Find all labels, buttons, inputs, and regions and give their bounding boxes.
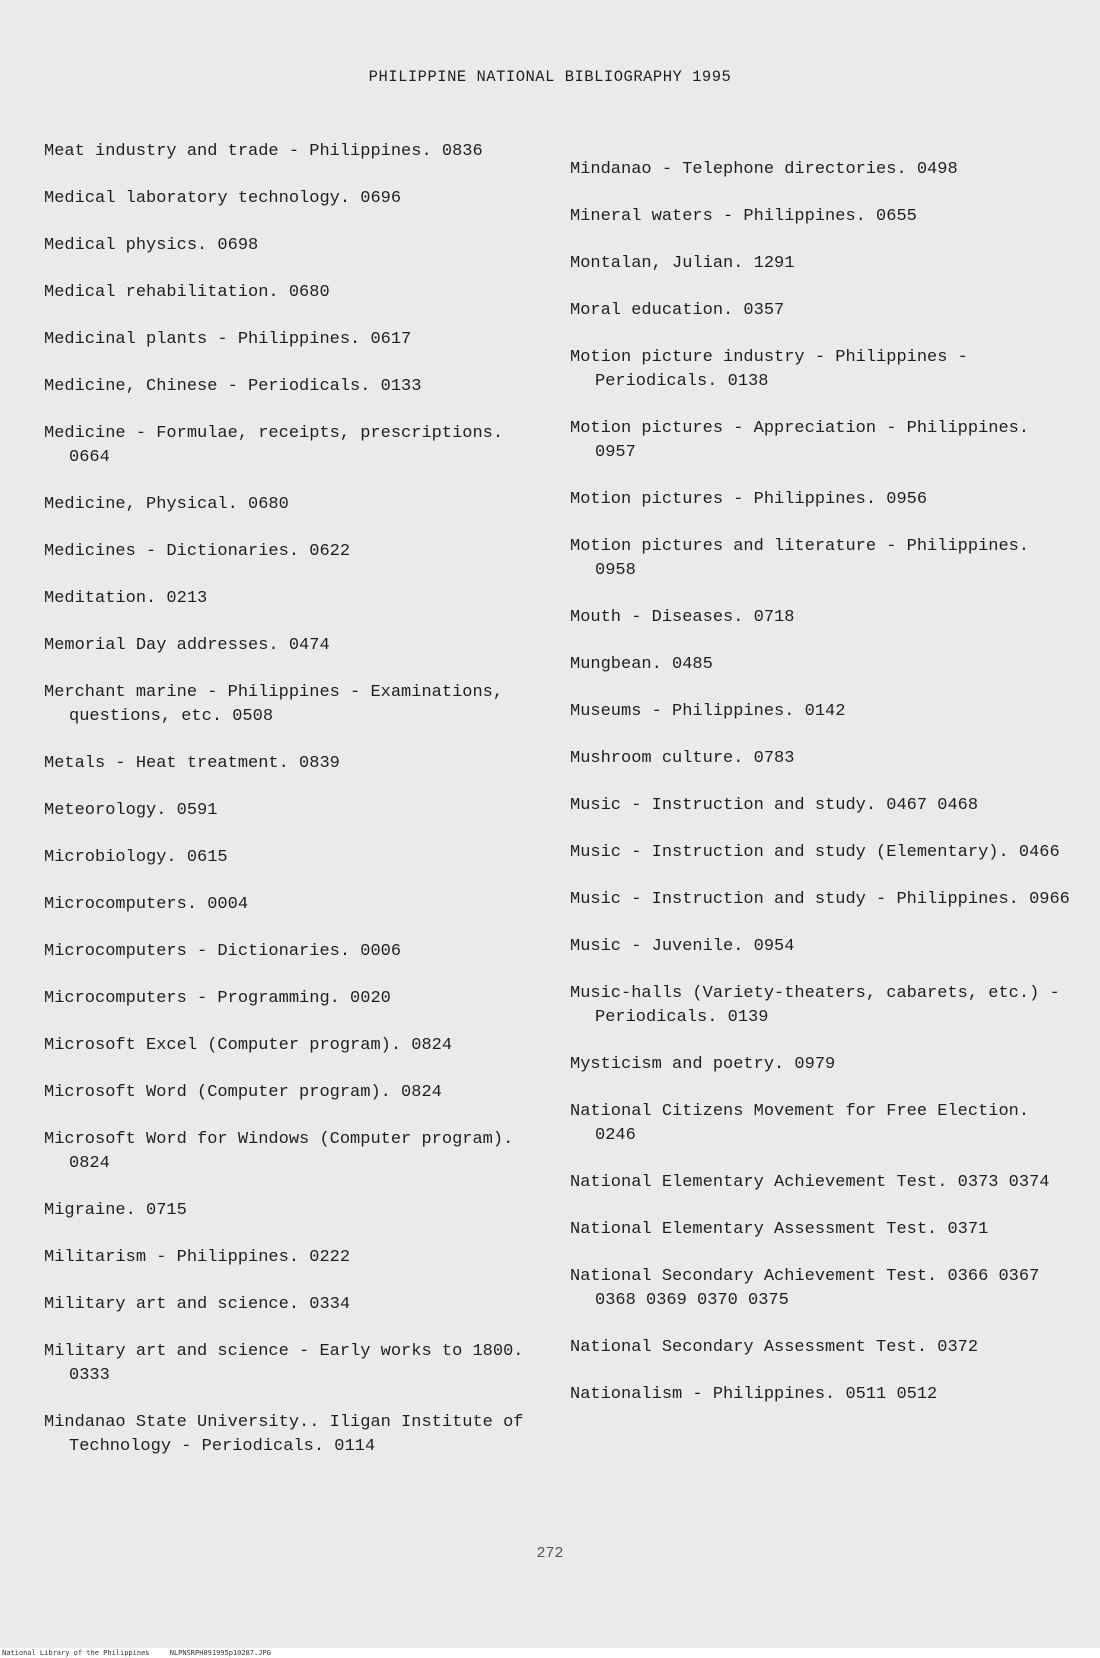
index-entry: Music - Juvenile. 0954 xyxy=(570,937,795,956)
index-entry: Meditation. 0213 xyxy=(44,589,208,608)
index-entry: National Secondary Achievement Test. 0366 0367 0368 0369 0370 0375 xyxy=(570,1267,1040,1310)
index-entry: Medicine, Chinese - Periodicals. 0133 xyxy=(44,377,422,396)
index-entry: Medicines - Dictionaries. 0622 xyxy=(44,542,351,561)
index-entry: Mineral waters - Philippines. 0655 xyxy=(570,207,917,226)
index-entry: Migraine. 0715 xyxy=(44,1201,187,1220)
index-entry: National Elementary Achievement Test. 0373 0374 xyxy=(570,1173,1050,1192)
page-number: 272 xyxy=(536,1545,564,1562)
index-entry: Music - Instruction and study. 0467 0468 xyxy=(570,796,979,815)
index-entry: Medicinal plants - Philippines. 0617 xyxy=(44,330,412,349)
index-entry: Music - Instruction and study (Elementary). 0466 xyxy=(570,843,1060,862)
index-entry: Mouth - Diseases. 0718 xyxy=(570,608,795,627)
index-entry: Medical physics. 0698 xyxy=(44,236,259,255)
index-entry: Motion pictures - Appreciation - Philippines. 0957 xyxy=(570,419,1030,462)
index-entry: Mungbean. 0485 xyxy=(570,655,713,674)
index-entry: Medical rehabilitation. 0680 xyxy=(44,283,330,302)
index-entry: Moral education. 0357 xyxy=(570,301,785,320)
index-entry: Microsoft Excel (Computer program). 0824 xyxy=(44,1036,453,1055)
index-entry: Microcomputers - Programming. 0020 xyxy=(44,989,391,1008)
index-entry: Meteorology. 0591 xyxy=(44,801,218,820)
index-entry: Microsoft Word (Computer program). 0824 xyxy=(44,1083,442,1102)
index-entry: Military art and science. 0334 xyxy=(44,1295,351,1314)
index-entry: Montalan, Julian. 1291 xyxy=(570,254,795,273)
index-entry: Mushroom culture. 0783 xyxy=(570,749,795,768)
index-entry: Motion picture industry - Philippines - Periodicals. 0138 xyxy=(570,348,968,391)
index-entry: National Elementary Assessment Test. 0371 xyxy=(570,1220,989,1239)
index-entry: National Secondary Assessment Test. 0372 xyxy=(570,1338,979,1357)
index-entry: Microbiology. 0615 xyxy=(44,848,228,867)
right-column xyxy=(570,158,1070,1430)
index-entry: Music - Instruction and study - Philippines. 0966 xyxy=(570,890,1070,909)
index-entry: Merchant marine - Philippines - Examinations, questions, etc. 0508 xyxy=(44,683,504,726)
footer-filename: NLPNSRPH091995p10287.JPG xyxy=(169,1649,271,1657)
left-column xyxy=(44,140,544,1482)
index-entry: Military art and science - Early works to 1800. 0333 xyxy=(44,1342,524,1385)
index-entry: Metals - Heat treatment. 0839 xyxy=(44,754,340,773)
index-entry: Mysticism and poetry. 0979 xyxy=(570,1055,836,1074)
page-title: PHILIPPINE NATIONAL BIBLIOGRAPHY 1995 xyxy=(368,68,732,86)
scan-footer xyxy=(0,1648,1100,1658)
index-entry: Memorial Day addresses. 0474 xyxy=(44,636,330,655)
index-entry: Medical laboratory technology. 0696 xyxy=(44,189,402,208)
index-entry: Nationalism - Philippines. 0511 0512 xyxy=(570,1385,938,1404)
index-entry: Medicine - Formulae, receipts, prescriptions. 0664 xyxy=(44,424,504,467)
index-entry: Microcomputers - Dictionaries. 0006 xyxy=(44,942,402,961)
index-entry: Motion pictures - Philippines. 0956 xyxy=(570,490,928,509)
index-entry: Mindanao State University.. Iligan Institute of Technology - Periodicals. 0114 xyxy=(44,1413,524,1456)
index-entry: Motion pictures and literature - Philippines. 0958 xyxy=(570,537,1030,580)
index-entry: Meat industry and trade - Philippines. 0836 xyxy=(44,142,483,161)
index-entry: Mindanao - Telephone directories. 0498 xyxy=(570,160,958,179)
index-entry: Medicine, Physical. 0680 xyxy=(44,495,289,514)
index-entry: Microsoft Word for Windows (Computer program). 0824 xyxy=(44,1130,514,1173)
index-entry: National Citizens Movement for Free Election. 0246 xyxy=(570,1102,1030,1145)
index-entry: Microcomputers. 0004 xyxy=(44,895,249,914)
index-entry: Museums - Philippines. 0142 xyxy=(570,702,846,721)
index-entry: Music-halls (Variety-theaters, cabarets, etc.) - Periodicals. 0139 xyxy=(570,984,1060,1027)
footer-library: National Library of the Philippines xyxy=(2,1649,150,1657)
index-entry: Militarism - Philippines. 0222 xyxy=(44,1248,351,1267)
